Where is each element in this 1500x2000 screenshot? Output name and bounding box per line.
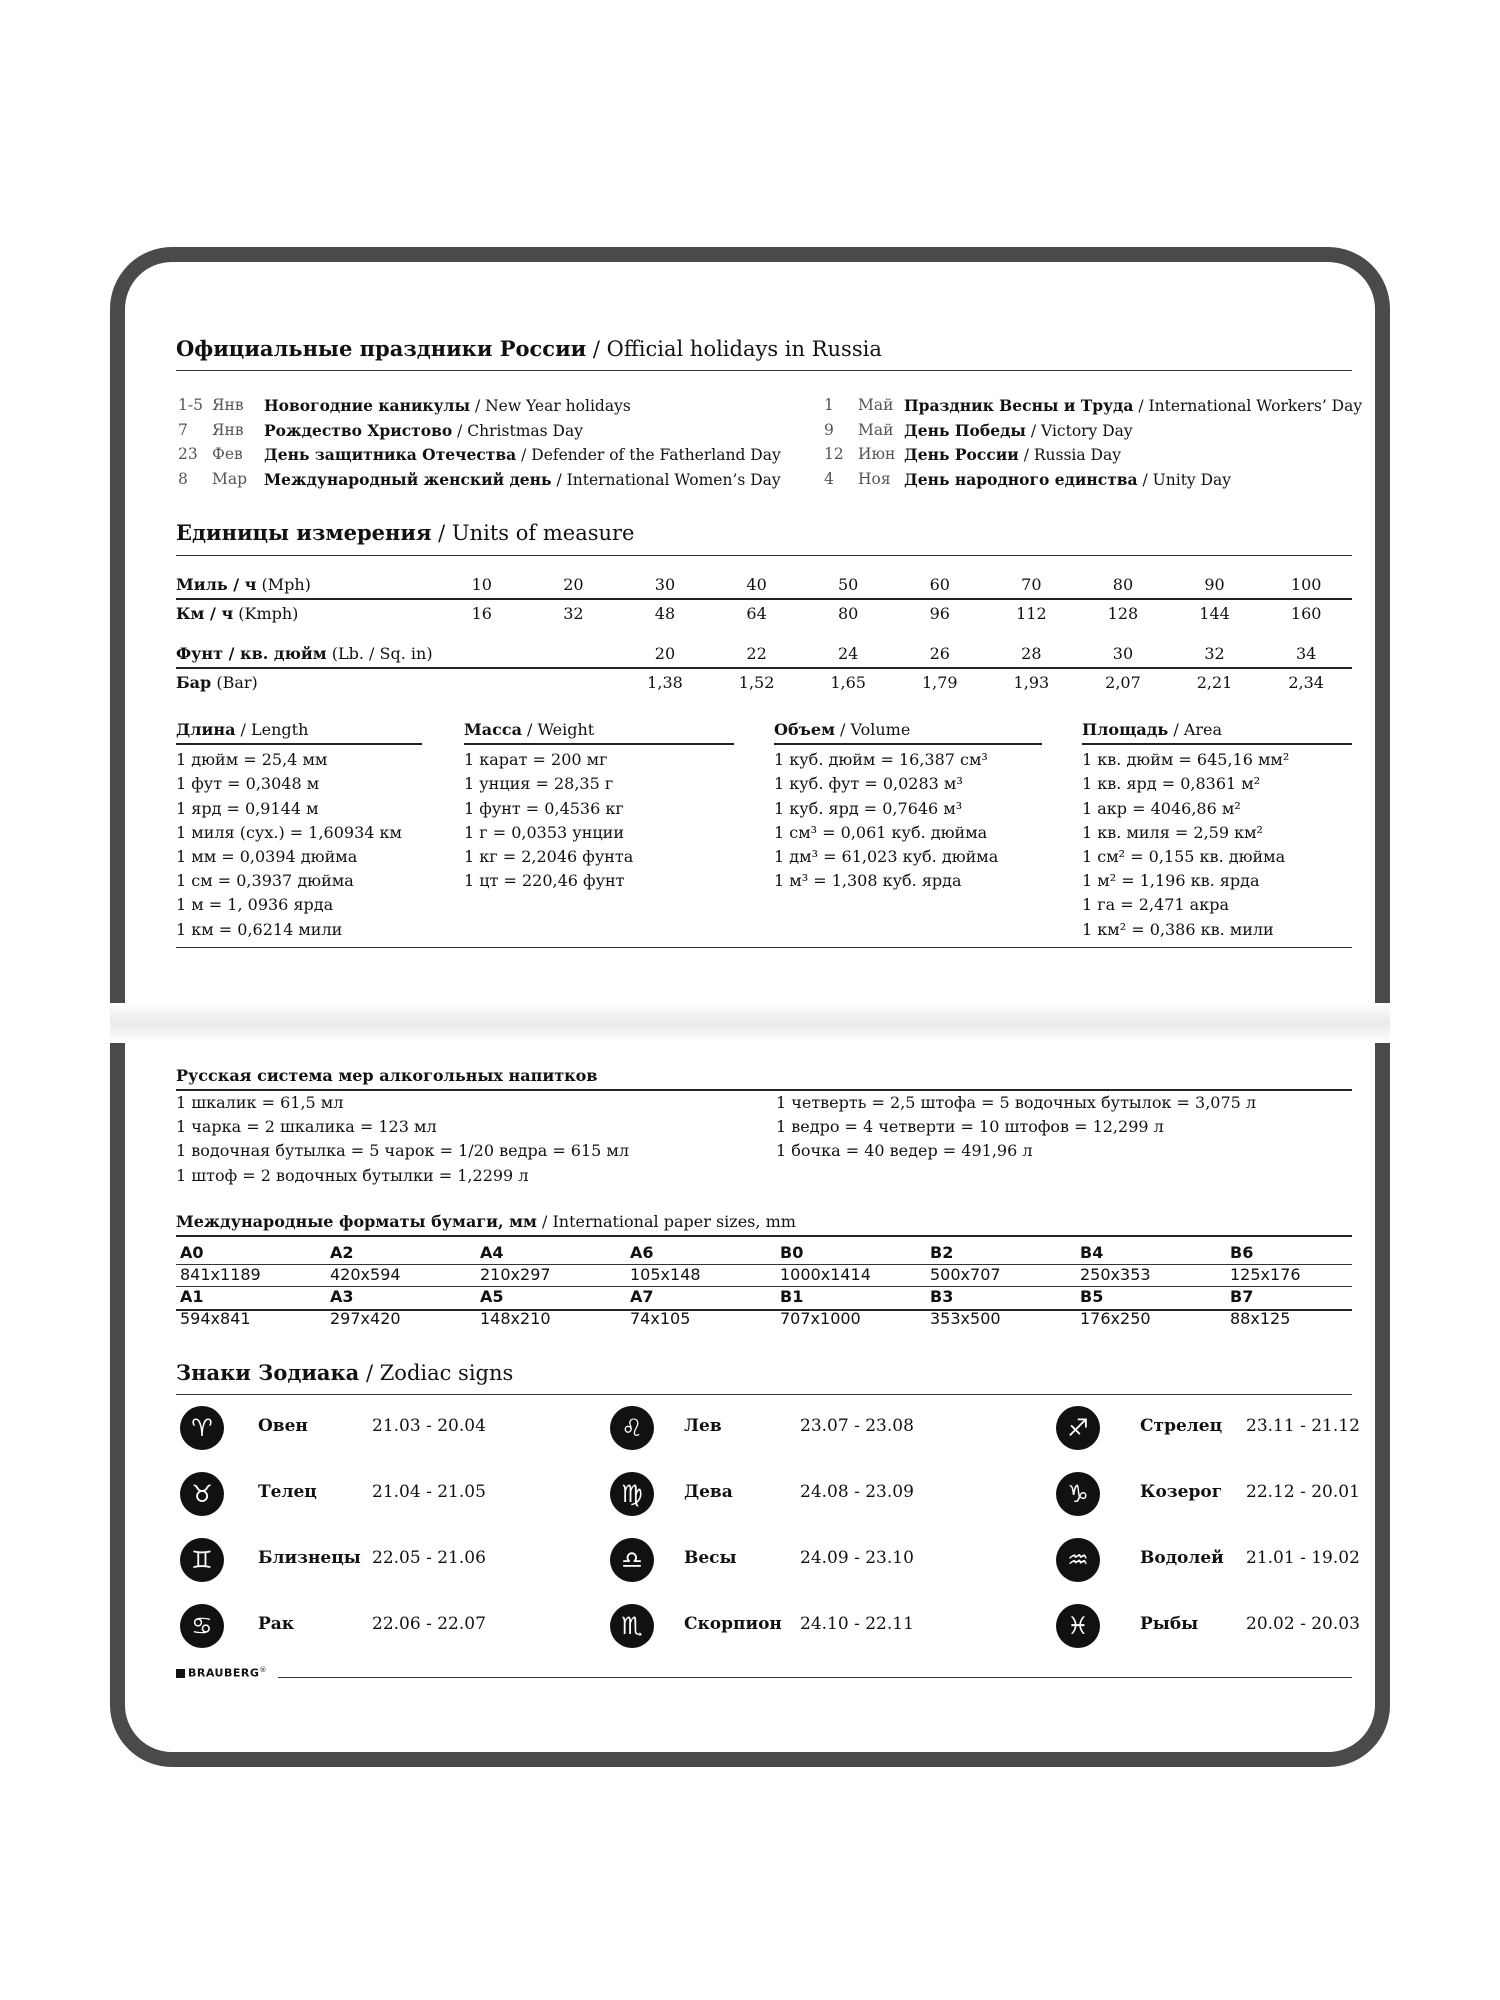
holiday-name-en: / Defender of the Fatherland Day [516, 446, 781, 464]
row-value: 32 [563, 604, 584, 623]
row-value: 144 [1199, 604, 1230, 623]
row-label-en: (Bar) [211, 673, 258, 692]
paper-format-name: A1 [180, 1287, 204, 1306]
paper-format-size: 500x707 [930, 1265, 1001, 1284]
row-value: 28 [1021, 644, 1042, 663]
zodiac-sign-name: Дева [684, 1482, 733, 1502]
weight-title: Масса / Weight [464, 718, 734, 745]
crab-icon [176, 1600, 228, 1652]
water-bearer-icon [1052, 1534, 1104, 1586]
svg-text:♈: ♈ [191, 1414, 213, 1442]
zodiac-title-en: / Zodiac signs [359, 1361, 514, 1385]
holiday-month: Май [858, 396, 894, 414]
zodiac-sign-name: Рак [258, 1614, 295, 1634]
row-value: 2,07 [1105, 673, 1141, 692]
weight-conversion-item: 1 унция = 28,35 г [464, 774, 614, 794]
svg-text:♑: ♑ [1067, 1480, 1089, 1508]
row-value: 160 [1290, 604, 1322, 623]
paper-rule-top [176, 1235, 1352, 1237]
holidays-title-ru: Официальные праздники России [176, 336, 587, 361]
zodiac-sign-name: Стрелец [1140, 1416, 1223, 1436]
row-value: 2,34 [1288, 673, 1324, 692]
alcohol-right-list [776, 1091, 1256, 1164]
brand-mark-icon [176, 1669, 185, 1678]
row-value: 26 [929, 644, 950, 663]
weight-conversion-item: 1 карат = 200 мг [464, 750, 608, 770]
paper-title-en: / International paper sizes, mm [536, 1212, 796, 1231]
brand-logo [176, 1666, 267, 1680]
area-column [1082, 718, 1352, 942]
holiday-day: 8 [178, 469, 188, 488]
holiday-entry [264, 396, 631, 415]
holiday-name-ru: День Победы [904, 420, 1026, 440]
length-conversion-item: 1 см = 0,3937 дюйма [176, 871, 354, 891]
fish-icon [1052, 1600, 1104, 1652]
paper-format-name: B4 [1080, 1243, 1104, 1262]
holiday-name-ru: Новогодние каникулы [264, 396, 471, 415]
row-value: 1,52 [738, 673, 775, 692]
units-title-ru: Единицы измерения [176, 520, 432, 545]
row-label-en: (Lb. / Sq. in) [326, 644, 433, 663]
zodiac-sign-dates: 22.12 - 20.01 [1246, 1482, 1360, 1502]
paper-heading [176, 1212, 796, 1231]
length-conversion-item: 1 км = 0,6214 мили [176, 919, 343, 939]
paper-format-size: 250x353 [1080, 1265, 1151, 1284]
paper-format-size: 105x148 [630, 1265, 701, 1284]
row-value: 10 [471, 575, 492, 594]
holiday-name-en: / Christmas Day [452, 421, 583, 440]
row-value: 90 [1204, 575, 1225, 594]
weight-column [464, 718, 734, 893]
zodiac-sign-name: Рыбы [1140, 1614, 1199, 1634]
volume-column [774, 718, 1042, 893]
length-conversion-item: 1 мм = 0,0394 дюйма [176, 847, 358, 867]
holiday-entry [264, 470, 781, 489]
lion-icon [606, 1402, 658, 1454]
bull-icon [176, 1468, 228, 1520]
zodiac-sign-name: Близнецы [258, 1548, 361, 1568]
units-bottom-rule [176, 947, 1352, 948]
svg-text:♋: ♋ [191, 1612, 213, 1640]
scales-icon [606, 1534, 658, 1586]
svg-text:♒: ♒ [1067, 1546, 1089, 1574]
alcohol-measure-item: 1 штоф = 2 водочных бутылки = 1,2299 л [176, 1165, 529, 1185]
area-title: Площадь / Area [1082, 718, 1352, 745]
area-conversion-item: 1 кв. миля = 2,59 км² [1082, 822, 1263, 842]
row-value [528, 668, 620, 696]
row-value: 80 [837, 604, 859, 623]
holiday-month: Мар [212, 469, 248, 488]
holiday-entry [904, 445, 1121, 464]
zodiac-sign-dates: 20.02 - 20.03 [1246, 1614, 1360, 1634]
paper-format-size: 707x1000 [780, 1309, 861, 1328]
row-value: 70 [1021, 575, 1042, 594]
speed-conversion-table [176, 571, 1352, 627]
row-label-ru: Км / ч [176, 604, 234, 623]
volume-conversion-item: 1 куб. фут = 0,0283 м³ [774, 774, 963, 794]
row-value: 20 [563, 575, 584, 594]
row-value: 16 [471, 604, 492, 623]
paper-format-name: B5 [1080, 1287, 1104, 1306]
row-label-en: (Kmph) [233, 604, 299, 623]
row-value: 48 [654, 604, 676, 623]
zodiac-sign-dates: 23.07 - 23.08 [800, 1416, 914, 1436]
holiday-name-en: / International Workers’ Day [1133, 397, 1363, 415]
zodiac-sign-dates: 24.09 - 23.10 [800, 1548, 914, 1568]
holiday-name-ru: Праздник Весны и Труда [904, 396, 1134, 415]
row-value: 34 [1295, 644, 1317, 663]
row-value [436, 668, 528, 696]
row-label [176, 571, 436, 599]
holiday-day: 1-5 [178, 396, 203, 414]
volume-conversion-item: 1 м³ = 1,308 куб. ярда [774, 871, 962, 891]
row-value: 96 [929, 604, 950, 623]
holiday-month: Май [858, 420, 894, 439]
zodiac-sign-dates: 21.01 - 19.02 [1246, 1548, 1360, 1568]
holiday-name-en: / New Year holidays [470, 397, 631, 415]
holiday-month: Янв [212, 420, 244, 439]
volume-title: Объем / Volume [774, 718, 1042, 745]
zodiac-sign-dates: 23.11 - 21.12 [1246, 1416, 1360, 1436]
svg-text:♎: ♎ [621, 1546, 643, 1574]
length-title: Длина / Length [176, 718, 422, 745]
length-conversion-item: 1 м = 1, 0936 ярда [176, 895, 334, 915]
zodiac-sign-name: Лев [684, 1416, 722, 1436]
conversion-row [176, 640, 1352, 668]
holidays-rule [176, 370, 1352, 371]
goat-icon [1052, 1468, 1104, 1520]
zodiac-rule [176, 1394, 1352, 1395]
units-rule [176, 555, 1352, 556]
conversion-row [176, 668, 1352, 696]
area-conversion-item: 1 кв. дюйм = 645,16 мм² [1082, 750, 1290, 770]
paper-format-name: A3 [330, 1287, 354, 1306]
holiday-month: Июн [858, 445, 896, 463]
holiday-name-ru: День России [904, 445, 1019, 464]
paper-format-name: B0 [780, 1243, 804, 1262]
holiday-entry [264, 421, 583, 440]
paper-format-size: 74x105 [630, 1309, 691, 1328]
area-conversion-item: 1 м² = 1,196 кв. ярда [1082, 871, 1260, 891]
holiday-month: Фев [212, 445, 243, 463]
volume-conversion-item: 1 дм³ = 61,023 куб. дюйма [774, 847, 999, 867]
paper-format-size: 594x841 [180, 1309, 251, 1328]
paper-format-name: B3 [930, 1287, 954, 1306]
zodiac-sign-name: Козерог [1140, 1482, 1223, 1502]
holiday-entry [904, 421, 1133, 440]
holiday-day: 9 [824, 420, 834, 439]
length-conversion-item: 1 ярд = 0,9144 м [176, 798, 319, 818]
weight-conversion-item: 1 цт = 220,46 фунт [464, 871, 625, 891]
paper-format-name: A5 [480, 1287, 504, 1306]
row-value: 64 [746, 604, 767, 623]
paper-format-name: A7 [630, 1287, 654, 1306]
row-value: 2,21 [1196, 673, 1233, 692]
svg-text:♊: ♊ [191, 1546, 213, 1574]
holiday-name-en: / Unity Day [1137, 470, 1232, 489]
holiday-name-ru: День народного единства [904, 469, 1138, 489]
weight-conversion-item: 1 кг = 2,2046 фунта [464, 847, 634, 867]
holiday-entry [904, 470, 1231, 489]
alcohol-measure-item: 1 ведро = 4 четверти = 10 штофов = 12,299 л [776, 1117, 1164, 1137]
brand-logo-text: BRAUBERG [188, 1666, 260, 1680]
holiday-name-ru: День защитника Отечества [264, 445, 517, 464]
holiday-name-en: / International Women’s Day [551, 470, 781, 489]
paper-format-name: B7 [1230, 1287, 1254, 1306]
alcohol-title: Русская система мер алкогольных напитков [176, 1066, 598, 1085]
row-value: 80 [1112, 575, 1134, 594]
paper-title-ru: Международные форматы бумаги, мм [176, 1212, 537, 1231]
area-conversion-item: 1 км² = 0,386 кв. мили [1082, 919, 1274, 939]
paper-format-name: B2 [930, 1243, 954, 1262]
zodiac-sign-dates: 22.05 - 21.06 [372, 1548, 486, 1568]
area-conversion-item: 1 акр = 4046,86 м² [1082, 798, 1241, 818]
row-value: 1,93 [1013, 673, 1050, 692]
paper-format-name: B6 [1230, 1243, 1254, 1262]
holidays-title-en: / Official holidays in Russia [586, 337, 882, 361]
row-value [528, 640, 620, 668]
zodiac-sign-dates: 24.10 - 22.11 [800, 1614, 914, 1634]
row-value: 128 [1107, 604, 1139, 623]
svg-text:♏: ♏ [621, 1612, 643, 1640]
row-value: 60 [929, 575, 950, 594]
holiday-entry [904, 396, 1362, 415]
alcohol-left-list [176, 1091, 629, 1188]
svg-text:♍: ♍ [621, 1480, 643, 1508]
zodiac-sign-dates: 24.08 - 23.09 [800, 1482, 914, 1502]
paper-format-size: 148x210 [480, 1309, 551, 1328]
zodiac-sign-name: Скорпион [684, 1614, 782, 1634]
paper-format-size: 420x594 [330, 1265, 401, 1284]
svg-text:♌: ♌ [621, 1414, 643, 1442]
row-label-ru: Миль / ч [176, 575, 257, 594]
holiday-day: 7 [178, 420, 188, 439]
row-value: 1,65 [830, 673, 866, 692]
zodiac-sign-dates: 21.04 - 21.05 [372, 1482, 486, 1502]
paper-format-size: 841x1189 [180, 1265, 261, 1284]
alcohol-measure-item: 1 бочка = 40 ведер = 491,96 л [776, 1141, 1033, 1161]
weight-conversion-item: 1 фунт = 0,4536 кг [464, 798, 624, 818]
paper-format-size: 297x420 [330, 1309, 401, 1328]
row-value: 50 [837, 575, 859, 594]
maiden-icon [606, 1468, 658, 1520]
holiday-day: 12 [824, 445, 844, 463]
holiday-name-en: / Victory Day [1025, 421, 1133, 440]
row-value: 1,79 [921, 673, 958, 692]
holiday-entry [264, 445, 781, 464]
zodiac-title-ru: Знаки Зодиака [176, 1360, 360, 1385]
holiday-name-ru: Рождество Христово [264, 420, 453, 440]
row-value: 22 [746, 644, 767, 663]
holiday-month: Ноя [858, 469, 891, 488]
zodiac-sign-name: Телец [258, 1482, 317, 1502]
row-label-ru: Бар [176, 673, 212, 692]
length-column [176, 718, 422, 942]
svg-text:♓: ♓ [1067, 1612, 1089, 1640]
row-value: 20 [654, 644, 676, 663]
svg-text:♐: ♐ [1067, 1414, 1089, 1442]
holiday-day: 1 [824, 396, 834, 414]
zodiac-heading [176, 1360, 513, 1385]
zodiac-sign-dates: 21.03 - 20.04 [372, 1416, 486, 1436]
svg-text:♉: ♉ [191, 1480, 213, 1508]
conversion-row [176, 571, 1352, 599]
row-label [176, 668, 436, 696]
row-label [176, 640, 436, 668]
conversion-row [176, 599, 1352, 627]
row-value: 30 [1112, 644, 1134, 663]
holidays-heading [176, 336, 882, 361]
holiday-name-ru: Международный женский день [264, 469, 552, 489]
alcohol-measure-item: 1 четверть = 2,5 штофа = 5 водочных бутылок = 3,075 л [776, 1093, 1257, 1112]
paper-format-size: 125x176 [1230, 1265, 1301, 1284]
length-conversion-item: 1 фут = 0,3048 м [176, 774, 320, 794]
paper-format-size: 1000x1414 [780, 1265, 871, 1284]
units-heading [176, 520, 634, 545]
paper-format-size: 210x297 [480, 1265, 551, 1284]
scorpion-icon [606, 1600, 658, 1652]
twins-icon [176, 1534, 228, 1586]
alcohol-measure-item: 1 шкалик = 61,5 мл [176, 1093, 344, 1112]
weight-conversion-item: 1 г = 0,0353 унции [464, 822, 624, 842]
area-conversion-item: 1 га = 2,471 акра [1082, 895, 1229, 915]
zodiac-sign-name: Весы [684, 1548, 737, 1568]
units-title-en: / Units of measure [431, 521, 635, 545]
volume-conversion-item: 1 куб. дюйм = 16,387 см³ [774, 750, 988, 770]
paper-format-name: A6 [630, 1243, 654, 1262]
paper-format-name: B1 [780, 1287, 804, 1306]
paper-format-name: A4 [480, 1243, 504, 1262]
length-conversion-item: 1 дюйм = 25,4 мм [176, 750, 328, 770]
brand-registered-mark: ® [259, 1666, 267, 1674]
area-conversion-item: 1 см² = 0,155 кв. дюйма [1082, 847, 1286, 867]
zodiac-sign-name: Водолей [1140, 1548, 1224, 1568]
holiday-day: 23 [178, 445, 198, 463]
paper-format-size: 88x125 [1230, 1309, 1291, 1328]
zodiac-sign-name: Овен [258, 1416, 308, 1436]
row-value: 30 [654, 575, 676, 594]
volume-conversion-item: 1 см³ = 0,061 куб. дюйма [774, 822, 988, 842]
ram-icon [176, 1402, 228, 1454]
row-label [176, 599, 436, 627]
row-value [436, 640, 528, 668]
holiday-month: Янв [212, 396, 244, 414]
volume-conversion-item: 1 куб. ярд = 0,7646 м³ [774, 798, 963, 818]
row-value: 100 [1290, 575, 1322, 594]
length-conversion-item: 1 миля (сух.) = 1,60934 км [176, 822, 402, 842]
holiday-name-en: / Russia Day [1018, 446, 1121, 464]
holiday-day: 4 [824, 469, 834, 488]
pressure-conversion-table [176, 640, 1352, 696]
archer-icon [1052, 1402, 1104, 1454]
paper-format-size: 176x250 [1080, 1309, 1151, 1328]
row-value: 24 [837, 644, 859, 663]
row-value: 40 [746, 575, 767, 594]
paper-format-size: 353x500 [930, 1309, 1001, 1328]
row-label-ru: Фунт / кв. дюйм [176, 644, 327, 663]
alcohol-measure-item: 1 водочная бутылка = 5 чарок = 1/20 ведра = 615 мл [176, 1141, 630, 1161]
row-label-en: (Mph) [256, 575, 311, 594]
zodiac-sign-dates: 22.06 - 22.07 [372, 1614, 486, 1634]
brand-rule [278, 1677, 1352, 1678]
row-value: 112 [1016, 604, 1047, 623]
alcohol-measure-item: 1 чарка = 2 шкалика = 123 мл [176, 1117, 437, 1137]
paper-format-name: A0 [180, 1243, 204, 1262]
row-value: 1,38 [647, 673, 683, 692]
paper-format-name: A2 [330, 1243, 354, 1262]
area-conversion-item: 1 кв. ярд = 0,8361 м² [1082, 774, 1261, 794]
row-value: 32 [1204, 644, 1225, 663]
